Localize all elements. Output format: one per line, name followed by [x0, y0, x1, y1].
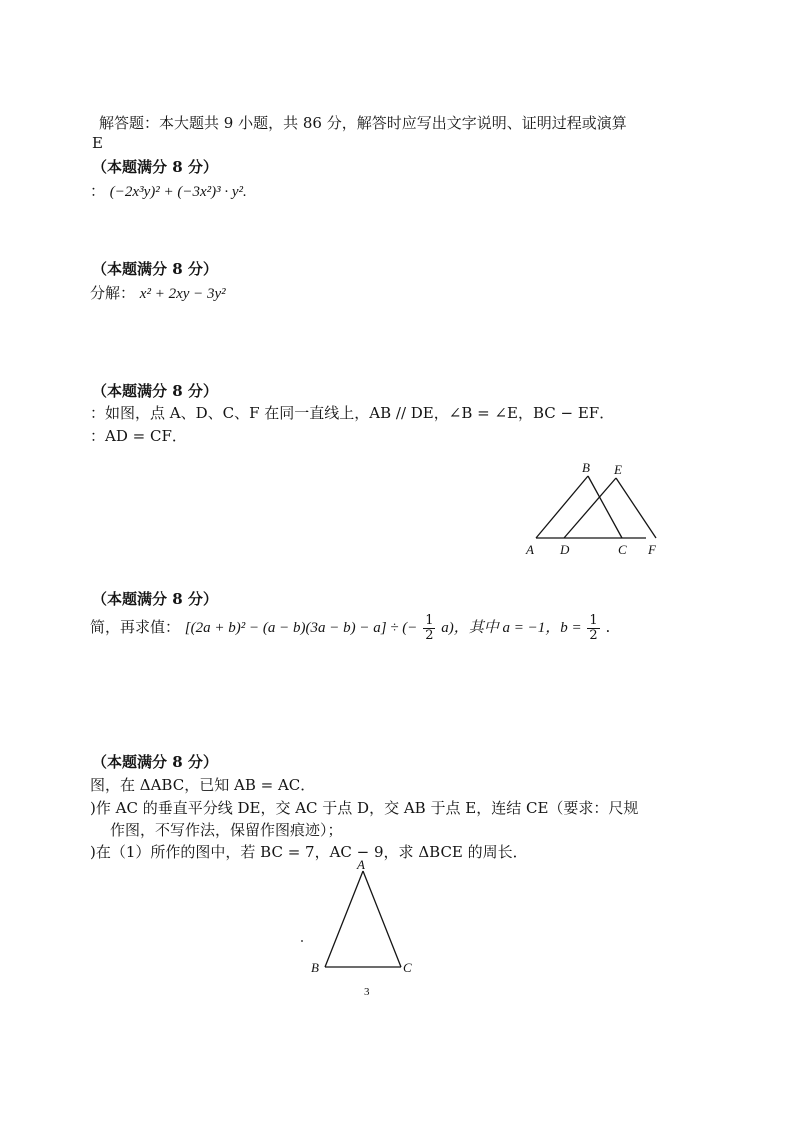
q5-label-a: A: [357, 857, 365, 872]
q3-label-f: F: [648, 542, 656, 557]
q4-fraction-b-value: [587, 614, 599, 642]
q1-header: （本题满分 8 分）: [92, 158, 218, 176]
q5-side-ac: [363, 871, 401, 967]
q5-figure: [295, 855, 425, 985]
q3-segment-ef: [616, 478, 656, 538]
q3-label-b: B: [582, 460, 590, 475]
q3-segment-bc: [588, 476, 622, 538]
q4-expression-main: [(2a + b)² − (a − b)(3a − b) − a] ÷ (−: [184, 620, 418, 637]
q5-line2: )作 AC 的垂直平分线 DE，交 AC 于点 D，交 AB 于点 E，连结 CE（要求：尺规: [90, 799, 639, 817]
q4-frac1-numerator: 1: [425, 613, 434, 628]
q5-line4: )在（1）所作的图中，若 BC = 7，AC − 9，求 ΔBCE 的周长．: [90, 843, 528, 861]
q4-fraction-one-half: [423, 614, 435, 642]
q3-line1: ：如图，点 A、D、C、F 在同一直线上，AB // DE，∠B = ∠E，BC − EF．: [90, 404, 615, 422]
q4-expression-tail: a)，其中 a = −1，b =: [441, 620, 582, 637]
q3-figure: [520, 458, 670, 558]
section-title-cont: E: [92, 134, 103, 152]
q3-segment-de: [564, 478, 616, 538]
q5-line3: 作图，不写作法，保留作图痕迹）；: [110, 821, 343, 839]
page-number: 3: [364, 986, 370, 998]
q1-expression: (−2x³y)² + (−3x²)³ · y².: [109, 184, 247, 200]
section-title: 解答题：本大题共 9 小题，共 86 分，解答时应写出文字说明、证明过程或演算: [99, 114, 627, 132]
q5-stray-dot: [301, 940, 303, 942]
q5-line1: 图，在 ΔABC，已知 AB = AC．: [90, 776, 316, 794]
q2-header: （本题满分 8 分）: [92, 260, 218, 278]
q4-body: [90, 614, 610, 642]
q1-prefix: ：: [90, 182, 106, 200]
q4-prefix: 简，再求值：: [90, 618, 181, 637]
q2-prefix: 分解：: [90, 284, 136, 302]
q3-label-a: A: [526, 542, 534, 557]
q5-header: （本题满分 8 分）: [92, 753, 218, 771]
q4-header: （本题满分 8 分）: [92, 590, 218, 608]
q3-label-d: D: [560, 542, 570, 557]
q5-label-b: B: [311, 960, 319, 975]
q4-frac2-denominator: 2: [589, 627, 598, 643]
q4-end: .: [605, 618, 611, 637]
q5-side-ab: [325, 871, 363, 967]
q3-label-e: E: [614, 462, 622, 477]
q2-expression: x² + 2xy − 3y²: [139, 286, 226, 302]
q4-frac2-numerator: 1: [589, 613, 598, 628]
q3-line2: ：AD = CF．: [90, 427, 187, 445]
q5-label-c: C: [403, 960, 412, 975]
q1-body: [90, 180, 247, 201]
q2-body: [90, 282, 226, 303]
q4-frac1-denominator: 2: [425, 627, 434, 643]
q3-header: （本题满分 8 分）: [92, 382, 218, 400]
q3-segment-ab: [536, 476, 588, 538]
q3-label-c: C: [618, 542, 627, 557]
